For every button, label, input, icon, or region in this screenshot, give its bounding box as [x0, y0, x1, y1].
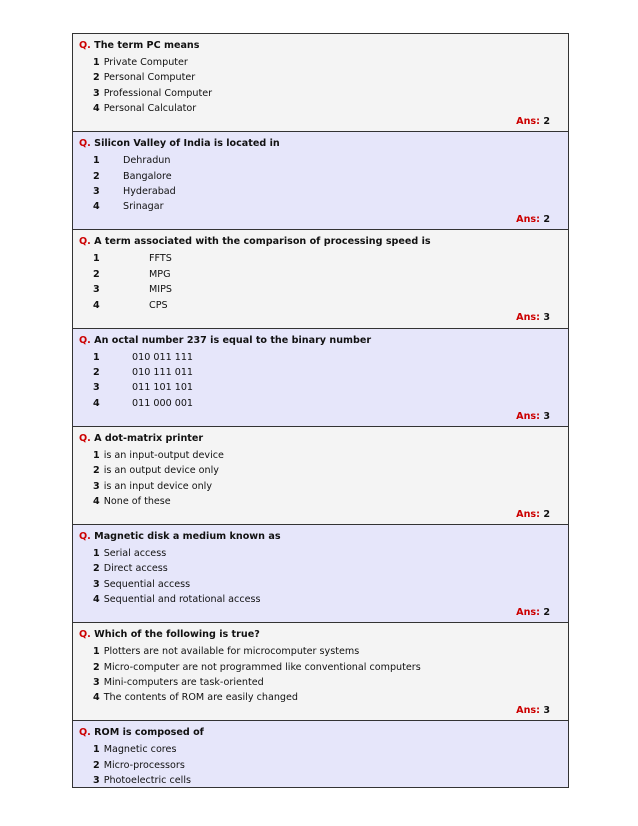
answer-label: Ans: — [516, 312, 540, 324]
option-text: CPS — [149, 299, 168, 311]
question-marker: Q. — [79, 334, 91, 346]
option-item — [93, 380, 193, 395]
answer-value: 2 — [543, 508, 550, 520]
question-text: A term associated with the comparison of processing speed is — [94, 236, 431, 248]
answer-value: 3 — [543, 705, 550, 717]
option-list — [93, 350, 193, 412]
answer-label: Ans: — [516, 705, 540, 717]
option-item — [93, 660, 421, 675]
answer-value: 2 — [543, 116, 550, 127]
answer-label: Ans: — [516, 214, 540, 226]
question-block — [73, 329, 568, 427]
option-number: 1 — [93, 351, 100, 363]
option-text: The contents of ROM are easily changed — [103, 692, 298, 704]
option-text: Dehradun — [123, 155, 171, 167]
option-number: 3 — [93, 775, 100, 787]
option-text: Hyderabad — [123, 185, 176, 197]
answer-label: Ans: — [516, 508, 540, 520]
question-marker: Q. — [79, 530, 91, 542]
option-number: 1 — [93, 646, 100, 658]
option-text: 011 101 101 — [132, 382, 194, 394]
option-number: 1 — [93, 744, 100, 756]
option-item — [93, 350, 193, 365]
question-block — [73, 623, 568, 721]
option-item — [93, 561, 261, 576]
option-list — [93, 644, 421, 706]
option-item — [93, 396, 193, 411]
option-text: 010 011 111 — [132, 351, 194, 363]
answer-line — [516, 116, 550, 127]
answer-line — [516, 214, 550, 225]
option-item — [93, 101, 212, 116]
answer-value: 2 — [543, 214, 550, 226]
question-sheet — [72, 33, 569, 788]
option-item — [93, 546, 261, 561]
question-marker: Q. — [79, 138, 91, 150]
option-text: Micro-computer are not programmed like conventional computers — [103, 661, 421, 673]
option-number: 3 — [93, 185, 100, 197]
answer-label: Ans: — [516, 410, 540, 422]
option-item — [93, 153, 176, 168]
option-text: Plotters are not available for microcomputer systems — [103, 646, 360, 658]
question-block — [73, 525, 568, 623]
option-number: 3 — [93, 382, 100, 394]
option-number: 4 — [93, 103, 100, 115]
question-text: Silicon Valley of India is located in — [94, 138, 280, 150]
question-line — [79, 727, 204, 738]
option-item — [93, 70, 212, 85]
answer-label: Ans: — [516, 606, 540, 618]
option-item — [93, 577, 261, 592]
option-number: 2 — [93, 661, 100, 673]
option-item — [93, 494, 224, 509]
option-item — [93, 644, 421, 659]
option-text: Mini-computers are task-oriented — [103, 676, 264, 688]
question-text: The term PC means — [94, 40, 200, 51]
option-text: Magnetic cores — [103, 744, 177, 756]
question-block — [73, 721, 568, 788]
answer-line — [516, 705, 550, 716]
option-text: Micro-processors — [103, 759, 185, 771]
question-marker: Q. — [79, 236, 91, 248]
answer-line — [516, 312, 550, 323]
option-text: 010 111 011 — [132, 366, 194, 378]
option-number: 2 — [93, 170, 100, 182]
option-item — [93, 86, 212, 101]
option-number: 1 — [93, 449, 100, 461]
option-list — [93, 448, 224, 510]
option-item — [93, 267, 172, 282]
option-number: 3 — [93, 284, 100, 296]
option-number: 1 — [93, 155, 100, 167]
question-line — [79, 335, 371, 346]
option-number: 4 — [93, 201, 100, 213]
option-text: Private Computer — [103, 57, 188, 68]
option-list — [93, 153, 176, 215]
question-line — [79, 629, 260, 640]
question-text: Which of the following is true? — [94, 629, 260, 641]
question-marker: Q. — [79, 40, 91, 51]
option-number: 1 — [93, 57, 100, 68]
option-item — [93, 742, 191, 757]
question-block — [73, 230, 568, 328]
option-text: None of these — [103, 495, 171, 507]
option-text: Direct access — [103, 563, 168, 575]
option-text: Photoelectric cells — [103, 775, 192, 787]
option-number: 2 — [93, 72, 100, 84]
question-text: ROM is composed of — [94, 727, 204, 739]
option-item — [93, 298, 172, 313]
option-item — [93, 479, 224, 494]
option-item — [93, 758, 191, 773]
option-number: 4 — [93, 594, 100, 606]
option-list — [93, 55, 212, 117]
option-list — [93, 251, 172, 313]
question-marker: Q. — [79, 727, 91, 739]
question-marker: Q. — [79, 629, 91, 641]
option-number: 3 — [93, 676, 100, 688]
option-item — [93, 773, 191, 788]
option-text: Personal Computer — [103, 72, 196, 84]
question-marker: Q. — [79, 432, 91, 444]
option-text: Personal Calculator — [103, 103, 197, 115]
option-number: 2 — [93, 465, 100, 477]
question-block — [73, 132, 568, 230]
option-item — [93, 55, 212, 70]
question-line — [79, 531, 281, 542]
option-item — [93, 184, 176, 199]
option-number: 2 — [93, 268, 100, 280]
answer-line — [516, 607, 550, 618]
option-item — [93, 251, 172, 266]
option-item — [93, 282, 172, 297]
option-text: Bangalore — [123, 170, 172, 182]
option-text: is an input-output device — [103, 449, 224, 461]
option-text: 011 000 001 — [132, 397, 194, 409]
option-number: 4 — [93, 299, 100, 311]
option-number: 3 — [93, 578, 100, 590]
option-text: Serial access — [103, 547, 167, 559]
question-text: Magnetic disk a medium known as — [94, 530, 281, 542]
option-list — [93, 546, 261, 608]
option-text: is an input device only — [103, 480, 212, 492]
question-line — [79, 138, 280, 149]
question-block — [73, 427, 568, 525]
option-number: 2 — [93, 563, 100, 575]
question-line — [79, 40, 199, 51]
option-number: 2 — [93, 366, 100, 378]
option-text: MIPS — [149, 284, 172, 296]
option-item — [93, 690, 421, 705]
option-item — [93, 463, 224, 478]
question-block — [73, 34, 568, 132]
option-item — [93, 448, 224, 463]
option-number: 1 — [93, 253, 100, 265]
answer-line — [516, 509, 550, 520]
answer-value: 2 — [543, 606, 550, 618]
option-text: is an output device only — [103, 465, 219, 477]
option-text: FFTS — [149, 253, 172, 265]
question-text: An octal number 237 is equal to the binary number — [94, 334, 372, 346]
option-text: Sequential access — [103, 578, 191, 590]
question-line — [79, 236, 431, 247]
answer-value: 3 — [543, 410, 550, 422]
question-text: A dot-matrix printer — [94, 432, 204, 444]
option-number: 4 — [93, 397, 100, 409]
option-number: 3 — [93, 87, 100, 99]
answer-label: Ans: — [516, 116, 540, 127]
option-item — [93, 169, 176, 184]
option-number: 4 — [93, 692, 100, 704]
option-list — [93, 742, 191, 788]
option-number: 2 — [93, 759, 100, 771]
answer-line — [516, 411, 550, 422]
option-text: Sequential and rotational access — [103, 594, 261, 606]
option-text: MPG — [149, 268, 171, 280]
option-item — [93, 199, 176, 214]
option-number: 3 — [93, 480, 100, 492]
option-number: 1 — [93, 547, 100, 559]
option-item — [93, 592, 261, 607]
option-text: Professional Computer — [103, 87, 213, 99]
question-line — [79, 433, 203, 444]
option-text: Srinagar — [123, 201, 164, 213]
option-item — [93, 365, 193, 380]
option-number: 4 — [93, 495, 100, 507]
answer-value: 3 — [543, 312, 550, 324]
option-item — [93, 675, 421, 690]
